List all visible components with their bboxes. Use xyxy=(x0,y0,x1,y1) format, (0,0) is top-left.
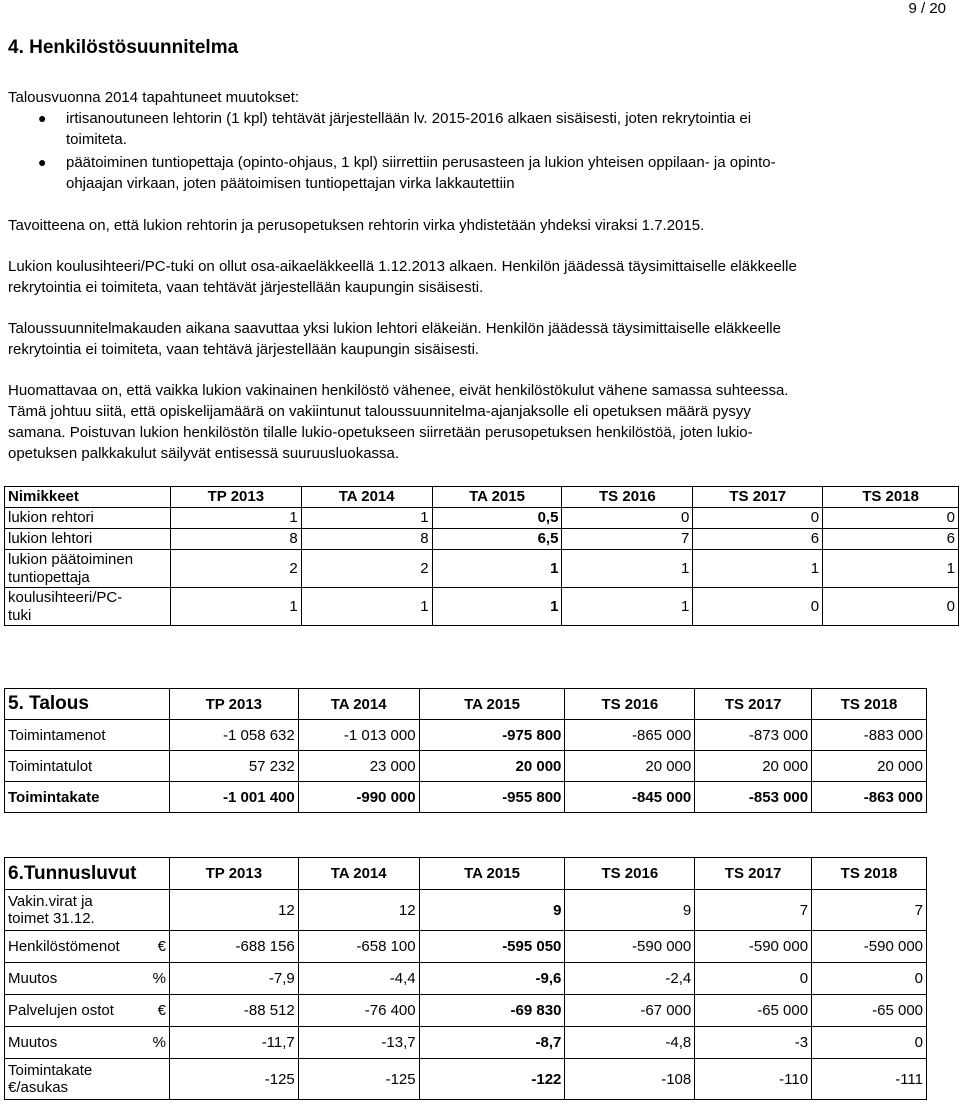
row-label-text: Muutos xyxy=(8,970,58,987)
table-cell: -67 000 xyxy=(565,995,695,1027)
table-cell: 1 xyxy=(301,508,432,529)
table-cell: 23 000 xyxy=(298,751,419,782)
table-cell: 20 000 xyxy=(565,751,695,782)
bullet-icon: ● xyxy=(38,110,47,126)
row-label-text: Henkilöstömenot xyxy=(8,938,120,955)
row-label-line: toimet 31.12. xyxy=(8,910,95,927)
bullet-line: irtisanoutuneen lehtorin (1 kpl) tehtävät järjestellään lv. 2015-2016 alkaen sisäisesti, joten rekrytointia ei xyxy=(66,110,752,127)
table-row xyxy=(5,931,927,963)
table-cell: -13,7 xyxy=(298,1027,419,1059)
bullet-line: toimiteta. xyxy=(66,131,127,148)
table-cell: 0 xyxy=(812,1027,927,1059)
table-header: TS 2018 xyxy=(823,487,959,508)
table-cell: 1 xyxy=(432,588,562,626)
table-cell: -853 000 xyxy=(695,782,812,813)
table-cell: -865 000 xyxy=(565,720,695,751)
table-row xyxy=(5,751,927,782)
table-cell: 1 xyxy=(693,550,823,588)
table-cell: 1 xyxy=(301,588,432,626)
table-header: TS 2018 xyxy=(812,689,927,720)
table-cell: 2 xyxy=(301,550,432,588)
table-row xyxy=(5,529,959,550)
table-cell: -1 013 000 xyxy=(298,720,419,751)
paragraph-line: Lukion koulusihteeri/PC-tuki on ollut osa-aikaeläkkeellä 1.12.2013 alkaen. Henkilön jäädessä täysimittaiselle eläkkeelle xyxy=(8,258,797,275)
row-label: lukion rehtori xyxy=(5,508,171,529)
table-cell: 0 xyxy=(562,508,693,529)
table-cell: 8 xyxy=(170,529,301,550)
table-cell: -590 000 xyxy=(812,931,927,963)
table-cell: -955 800 xyxy=(419,782,565,813)
row-label xyxy=(5,995,170,1027)
row-label-line: koulusihteeri/PC- xyxy=(8,588,123,606)
table-row xyxy=(5,588,959,626)
table-cell: 0 xyxy=(823,508,959,529)
table-cell: -88 512 xyxy=(169,995,298,1027)
table-header: TS 2016 xyxy=(565,689,695,720)
intro-text: Talousvuonna 2014 tapahtuneet muutokset: xyxy=(8,89,300,106)
row-label: Toimintakate xyxy=(5,782,170,813)
section-title: 5. Talous xyxy=(5,689,170,720)
table-cell: 6 xyxy=(693,529,823,550)
paragraph-line: rekrytointia ei toimiteta, vaan tehtävä järjestellään kaupungin sisäisesti. xyxy=(8,341,480,358)
table-cell: -76 400 xyxy=(298,995,419,1027)
row-label-text: Muutos xyxy=(8,1034,58,1051)
paragraph-3 xyxy=(8,318,950,360)
table-cell: -65 000 xyxy=(812,995,927,1027)
table-cell: 1 xyxy=(170,588,301,626)
table-cell: -595 050 xyxy=(419,931,565,963)
table-cell: -3 xyxy=(695,1027,812,1059)
table-header: TP 2013 xyxy=(169,858,298,890)
unit-label: € xyxy=(157,1002,166,1019)
table-header: Nimikkeet xyxy=(5,487,171,508)
paragraph-line: rekrytointia ei toimiteta, vaan tehtävät järjestellään kaupungin sisäisesti. xyxy=(8,279,484,296)
table-cell: -4,4 xyxy=(298,963,419,995)
table-cell: -1 058 632 xyxy=(169,720,298,751)
table-cell: 0 xyxy=(823,588,959,626)
table-cell: -108 xyxy=(565,1059,695,1100)
table-row xyxy=(5,720,927,751)
table-cell: -590 000 xyxy=(565,931,695,963)
table-cell: 20 000 xyxy=(419,751,565,782)
table-header: TA 2015 xyxy=(432,487,562,508)
table-cell: -4,8 xyxy=(565,1027,695,1059)
table-cell: -69 830 xyxy=(419,995,565,1027)
table-cell: -122 xyxy=(419,1059,565,1100)
table-cell: -9,6 xyxy=(419,963,565,995)
table-cell: -1 001 400 xyxy=(169,782,298,813)
table-cell: -883 000 xyxy=(812,720,927,751)
table-cell: 0 xyxy=(693,508,823,529)
section-title: 6.Tunnusluvut xyxy=(5,858,170,890)
row-label-line: €/asukas xyxy=(8,1079,69,1096)
row-label-line: Toimintakate xyxy=(8,1062,93,1079)
paragraph-4 xyxy=(8,380,950,464)
table-row xyxy=(5,550,959,588)
table-cell: 9 xyxy=(419,890,565,931)
table-cell: -7,9 xyxy=(169,963,298,995)
row-label: Toimintatulot xyxy=(5,751,170,782)
table-header-row xyxy=(5,858,927,890)
table-header: TS 2018 xyxy=(812,858,927,890)
personnel-table xyxy=(4,486,959,626)
table-header: TA 2015 xyxy=(419,858,565,890)
row-label xyxy=(5,550,171,588)
table-cell: 9 xyxy=(565,890,695,931)
paragraph-2 xyxy=(8,256,950,298)
table-row xyxy=(5,782,927,813)
table-header: TP 2013 xyxy=(170,487,301,508)
table-cell: 0 xyxy=(695,963,812,995)
row-label-line: tuki xyxy=(8,606,32,624)
table-cell: -125 xyxy=(298,1059,419,1100)
table-header: TS 2017 xyxy=(695,689,812,720)
table-header: TA 2014 xyxy=(298,858,419,890)
paragraph-line: opetuksen palkkakulut säilyvät entisessä suuruusluokassa. xyxy=(8,445,400,462)
bullet-icon: ● xyxy=(38,154,47,170)
paragraph-line: Huomattavaa on, että vaikka lukion vakinainen henkilöstö vähenee, eivät henkilöstökulut vähene samassa suhteessa. xyxy=(8,382,789,399)
bullet-item xyxy=(66,152,950,194)
row-label: Toimintamenot xyxy=(5,720,170,751)
table-cell: 12 xyxy=(169,890,298,931)
row-label xyxy=(5,931,170,963)
table-cell: 1 xyxy=(562,550,693,588)
table-cell: -873 000 xyxy=(695,720,812,751)
row-label-line: Vakin.virat ja xyxy=(8,893,93,910)
table-cell: 7 xyxy=(812,890,927,931)
row-label xyxy=(5,1027,170,1059)
table-cell: 1 xyxy=(432,550,562,588)
table-header: TS 2017 xyxy=(693,487,823,508)
table-cell: -125 xyxy=(169,1059,298,1100)
table-cell: -845 000 xyxy=(565,782,695,813)
table-cell: -65 000 xyxy=(695,995,812,1027)
table-cell: 1 xyxy=(562,588,693,626)
table-cell: 57 232 xyxy=(169,751,298,782)
table-row xyxy=(5,890,927,931)
table-row xyxy=(5,1059,927,1100)
table-header: TA 2014 xyxy=(298,689,419,720)
table-header: TS 2016 xyxy=(562,487,693,508)
section-heading: 4. Henkilöstösuunnitelma xyxy=(8,37,239,58)
table-cell: -975 800 xyxy=(419,720,565,751)
table-cell: 0 xyxy=(693,588,823,626)
table-row xyxy=(5,1027,927,1059)
table-cell: -863 000 xyxy=(812,782,927,813)
table-cell: 0,5 xyxy=(432,508,562,529)
row-label-line: lukion päätoiminen xyxy=(8,550,134,568)
table-cell: 2 xyxy=(170,550,301,588)
table-cell: 0 xyxy=(812,963,927,995)
row-label-line: tuntiopettaja xyxy=(8,568,90,586)
row-label: lukion lehtori xyxy=(5,529,171,550)
table-header: TS 2016 xyxy=(565,858,695,890)
paragraph-line: samana. Poistuvan lukion henkilöstön tilalle lukio-opetukseen siirretään perusopetuksen henkilöstöä, joten lukio- xyxy=(8,424,753,441)
table-cell: 1 xyxy=(823,550,959,588)
paragraph-line: Tämä johtuu siitä, että opiskelijamäärä on vakiintunut taloussuunnitelma-ajanjaksolle eli opetuksen määrä pysyy xyxy=(8,403,751,420)
table-header-row xyxy=(5,487,959,508)
table-cell: 7 xyxy=(695,890,812,931)
row-label xyxy=(5,588,171,626)
table-cell: -990 000 xyxy=(298,782,419,813)
finance-table xyxy=(4,688,927,813)
table-cell: 20 000 xyxy=(695,751,812,782)
table-row xyxy=(5,508,959,529)
page-number: 9 / 20 xyxy=(908,0,946,17)
table-cell: -8,7 xyxy=(419,1027,565,1059)
table-cell: -688 156 xyxy=(169,931,298,963)
table-header-row xyxy=(5,689,927,720)
table-header: TA 2014 xyxy=(301,487,432,508)
table-cell: 1 xyxy=(170,508,301,529)
unit-label: € xyxy=(157,938,166,955)
table-cell: 7 xyxy=(562,529,693,550)
paragraph-1: Tavoitteena on, että lukion rehtorin ja perusopetuksen rehtorin virka yhdistetään yhdeksi viraksi 1.7.2015. xyxy=(8,217,705,234)
bullet-item xyxy=(66,108,950,150)
table-header: TS 2017 xyxy=(695,858,812,890)
unit-label: % xyxy=(152,970,166,987)
table-cell: 6 xyxy=(823,529,959,550)
table-cell: 20 000 xyxy=(812,751,927,782)
table-cell: -11,7 xyxy=(169,1027,298,1059)
table-cell: 12 xyxy=(298,890,419,931)
bullet-line: päätoiminen tuntiopettaja (opinto-ohjaus, 1 kpl) siirrettiin perusasteen ja lukion yhteisen oppilaan- ja opinto- xyxy=(66,154,776,171)
table-header: TP 2013 xyxy=(169,689,298,720)
row-label xyxy=(5,1059,170,1100)
row-label xyxy=(5,890,170,931)
row-label xyxy=(5,963,170,995)
table-cell: -110 xyxy=(695,1059,812,1100)
bullet-line: ohjaajan virkaan, joten päätoimisen tuntiopettajan virka lakkautettiin xyxy=(66,175,515,192)
table-row xyxy=(5,963,927,995)
table-header: TA 2015 xyxy=(419,689,565,720)
paragraph-line: Taloussuunnitelmakauden aikana saavuttaa yksi lukion lehtori eläkeiän. Henkilön jäädessä täysimittaiselle eläkkeelle xyxy=(8,320,781,337)
table-cell: -111 xyxy=(812,1059,927,1100)
table-cell: -658 100 xyxy=(298,931,419,963)
row-label-text: Palvelujen ostot xyxy=(8,1002,114,1019)
table-cell: 8 xyxy=(301,529,432,550)
table-cell: -2,4 xyxy=(565,963,695,995)
unit-label: % xyxy=(152,1034,166,1051)
table-cell: -590 000 xyxy=(695,931,812,963)
indicator-table xyxy=(4,857,927,1100)
table-row xyxy=(5,995,927,1027)
table-cell: 6,5 xyxy=(432,529,562,550)
